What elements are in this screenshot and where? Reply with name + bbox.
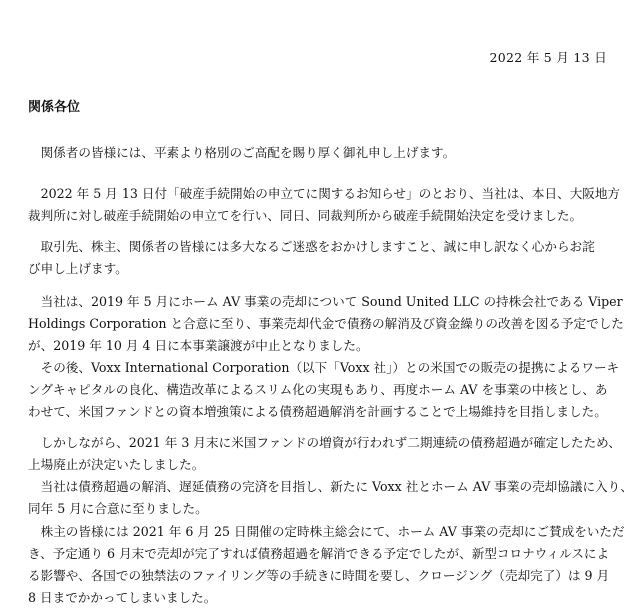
- paragraph-line: 株主の皆様には 2021 年 6 月 25 日開催の定時株主総会にて、ホーム AV 事業の売却にご賛成をいただ: [40, 524, 625, 539]
- paragraph-line: 8 日までかかってしまいました。: [28, 590, 217, 605]
- apology-paragraph: [28, 236, 614, 280]
- addressee-heading: 関係各位: [28, 100, 81, 115]
- paragraph-line: き、予定通り 6 月末で売却が完了すれば債務超過を解消できる予定でしたが、新型コロナウィルスによ: [28, 546, 610, 561]
- paragraph-line: 2022 年 5 月 13 日付「破産手続開始の申立てに関するお知らせ」のとおり、当社は、本日、大阪地方: [40, 186, 621, 201]
- paragraph-line: び申し上げます。: [28, 261, 128, 276]
- paragraph-line: 関係者の皆様には、平素より格別のご高配を賜り厚く御礼申し上げます。: [40, 145, 456, 160]
- bankruptcy-notice-paragraph: [28, 183, 621, 227]
- paragraph-line: 上場廃止が決定いたしました。: [28, 457, 205, 472]
- shareholder-paragraph: [28, 521, 625, 609]
- paragraph-line: が、2019 年 10 月 4 日に本事業譲渡が中止となりました。: [28, 338, 369, 353]
- paragraph-line: 当社は債務超過の解消、遅延債務の完済を目指し、新たに Voxx 社とホーム AV 事業の売却協議に入り、: [40, 479, 633, 494]
- paragraph-line: 当社は、2019 年 5 月にホーム AV 事業の売却について Sound United LLC の持株会社である Viper: [40, 294, 623, 309]
- paragraph-line: ングキャピタルの良化、構造改革によるスリム化の実現もあり、再度ホーム AV を事業の中核とし、あ: [28, 382, 608, 397]
- delisting-paragraph: [28, 432, 633, 520]
- paragraph-line: 同年 5 月に合意に至りました。: [28, 501, 208, 516]
- history-paragraph: [28, 291, 624, 423]
- paragraph-line: 取引先、株主、関係者の皆様には多大なるご迷惑をおかけしますこと、誠に申し訳なく心からお詫: [40, 239, 595, 254]
- paragraph-line: その後、Voxx International Corporation（以下「Voxx 社」）との米国での販売の提携によるワーキ: [40, 360, 620, 375]
- paragraph-line: Holdings Corporation と合意に至り、事業売却代金で債務の解消及び資金繰りの改善を図る予定でした: [28, 316, 624, 331]
- paragraph-line: る影響や、各国での独禁法のファイリング等の手続きに時間を要し、クロージング（売却完了）は 9 月: [28, 568, 610, 583]
- paragraph-line: わせて、米国ファンドとの資本増強策による債務超過解消を計画することで上場維持を目指しました。: [28, 404, 607, 419]
- greeting-paragraph: [28, 142, 614, 164]
- document-date: 2022 年 5 月 13 日: [489, 50, 607, 65]
- paragraph-line: しかしながら、2021 年 3 月末に米国ファンドの増資が行われず二期連続の債務超過が確定したため、: [40, 435, 621, 450]
- paragraph-line: 裁判所に対し破産手続開始の申立てを行い、同日、同裁判所から破産手続開始決定を受けました。: [28, 208, 583, 223]
